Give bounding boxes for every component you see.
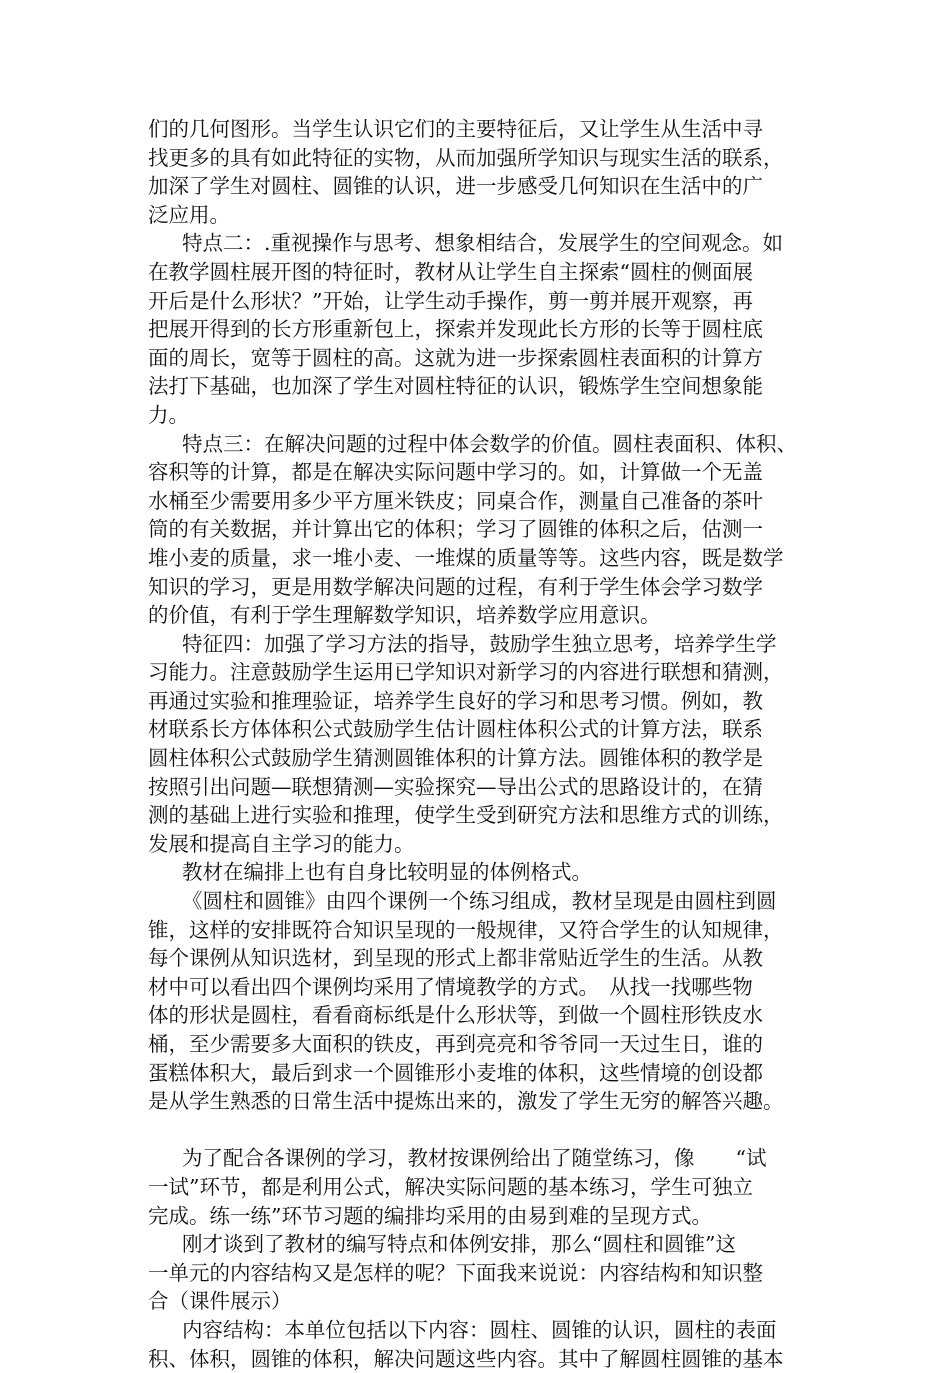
text-line: 发展和提高自主学习的能力。	[148, 831, 415, 856]
text-line: 再通过实验和推理验证，培养学生良好的学习和思考习惯。例如，教	[148, 688, 763, 713]
document-body	[148, 115, 830, 1373]
text-line: 筒的有关数据，并计算出它的体积；学习了圆锥的体积之后，估测一	[148, 517, 763, 542]
text-line: 特征四：加强了学习方法的指导，鼓励学生独立思考，培养学生学	[182, 631, 777, 656]
text-line: 材中可以看出四个课例均采用了情境教学的方式。 从找一找哪些物	[148, 974, 753, 999]
text-line: 法打下基础，也加深了学生对圆柱特征的认识，锻炼学生空间想象能	[148, 374, 763, 399]
text-line: 找更多的具有如此特征的实物，从而加强所学知识与现实生活的联系，	[148, 145, 784, 170]
text-line: 习能力。注意鼓励学生运用已学知识对新学习的内容进行联想和猜测，	[148, 660, 784, 685]
text-line: 面的周长，宽等于圆柱的高。这就为进一步探索圆柱表面积的计算方	[148, 345, 763, 370]
text-line: 测的基础上进行实验和推理，使学生受到研究方法和思维方式的训练，	[148, 803, 784, 828]
text-line: 一单元的内容结构又是怎样的呢？下面我来说说：内容结构和知识整	[148, 1260, 763, 1285]
text-line: 特点三：在解决问题的过程中体会数学的价值。圆柱表面积、体积、	[182, 431, 797, 456]
text-line: 锥，这样的安排既符合知识呈现的一般规律，又符合学生的认知规律，	[148, 917, 784, 942]
text-line: 体的形状是圆柱，看看商标纸是什么形状等，到做一个圆柱形铁皮水	[148, 1003, 763, 1028]
blank-line	[148, 1116, 830, 1145]
text-line: 积、体积，圆锥的体积，解决问题这些内容。其中了解圆柱圆锥的基本	[148, 1346, 784, 1371]
text-line: 是从学生熟悉的日常生活中提炼出来的，激发了学生无穷的解答兴趣。	[148, 1089, 784, 1114]
text-line: 堆小麦的质量，求一堆小麦、一堆煤的质量等等。这些内容，既是数学	[148, 545, 784, 570]
text-line: 加深了学生对圆柱、圆锥的认识，进一步感受几何知识在生活中的广	[148, 174, 763, 199]
text-line: 材联系长方体体积公式鼓励学生估计圆柱体积公式的计算方法，联系	[148, 717, 763, 742]
text-line: 圆柱体积公式鼓励学生猜测圆锥体积的计算方法。圆锥体积的教学是	[148, 746, 763, 771]
text-line: 水桶至少需要用多少平方厘米铁皮；同桌合作，测量自己准备的茶叶	[148, 488, 763, 513]
text-line: 知识的学习，更是用数学解决问题的过程，有利于学生体会学习数学	[148, 574, 763, 599]
text-line: 们的几何图形。当学生认识它们的主要特征后，又让学生从生活中寻	[148, 117, 763, 141]
text-line: 内容结构：本单位包括以下内容：圆柱、圆锥的认识，圆柱的表面	[182, 1317, 777, 1342]
text-line: 桶，至少需要多大面积的铁皮，再到亮亮和爷爷同一天过生日，谁的	[148, 1032, 763, 1056]
text-line: 合（课件展示）	[148, 1289, 292, 1314]
text-line: 刚才谈到了教材的编写特点和体例安排，那么“圆柱和圆锥”这	[182, 1232, 736, 1257]
text-line: 力。	[148, 402, 189, 427]
text-line: 教材在编排上也有自身比较明显的体例格式。	[182, 860, 592, 885]
text-line: 完成。练一练”环节习题的编排均采用的由易到难的呈现方式。	[148, 1203, 712, 1228]
text-line: 按照引出问题—联想猜测—实验探究—导出公式的思路设计的，在猜	[148, 774, 763, 799]
text-line: 开后是什么形状？”开始，让学生动手操作，剪一剪并展开观察，再	[148, 288, 753, 313]
text-line: 特点二：.重视操作与思考、想象相结合，发展学生的空间观念。如	[182, 231, 784, 256]
text-line: 为了配合各课例的学习，教材按课例给出了随堂练习，像 “试	[182, 1146, 767, 1171]
text-line: 一试”环节，都是利用公式，解决实际问题的基本练习，学生可独立	[148, 1174, 753, 1199]
text-line: 把展开得到的长方形重新包上，探索并发现此长方形的长等于圆柱底	[148, 317, 763, 342]
text-line: 在教学圆柱展开图的特征时，教材从让学生自主探索“圆柱的侧面展	[148, 259, 753, 284]
text-line: 蛋糕体积大，最后到求一个圆锥形小麦堆的体积，这些情境的创设都	[148, 1060, 763, 1085]
text-line: 《圆柱和圆锥》由四个课例一个练习组成，教材呈现是由圆柱到圆	[182, 889, 777, 914]
text-line: 的价值，有利于学生理解数学知识，培养数学应用意识。	[148, 603, 661, 628]
text-line: 泛应用。	[148, 202, 230, 227]
text-line: 容积等的计算，都是在解决实际问题中学习的。如，计算做一个无盖	[148, 460, 763, 485]
text-line: 每个课例从知识选材，到呈现的形式上都非常贴近学生的生活。从教	[148, 946, 763, 971]
